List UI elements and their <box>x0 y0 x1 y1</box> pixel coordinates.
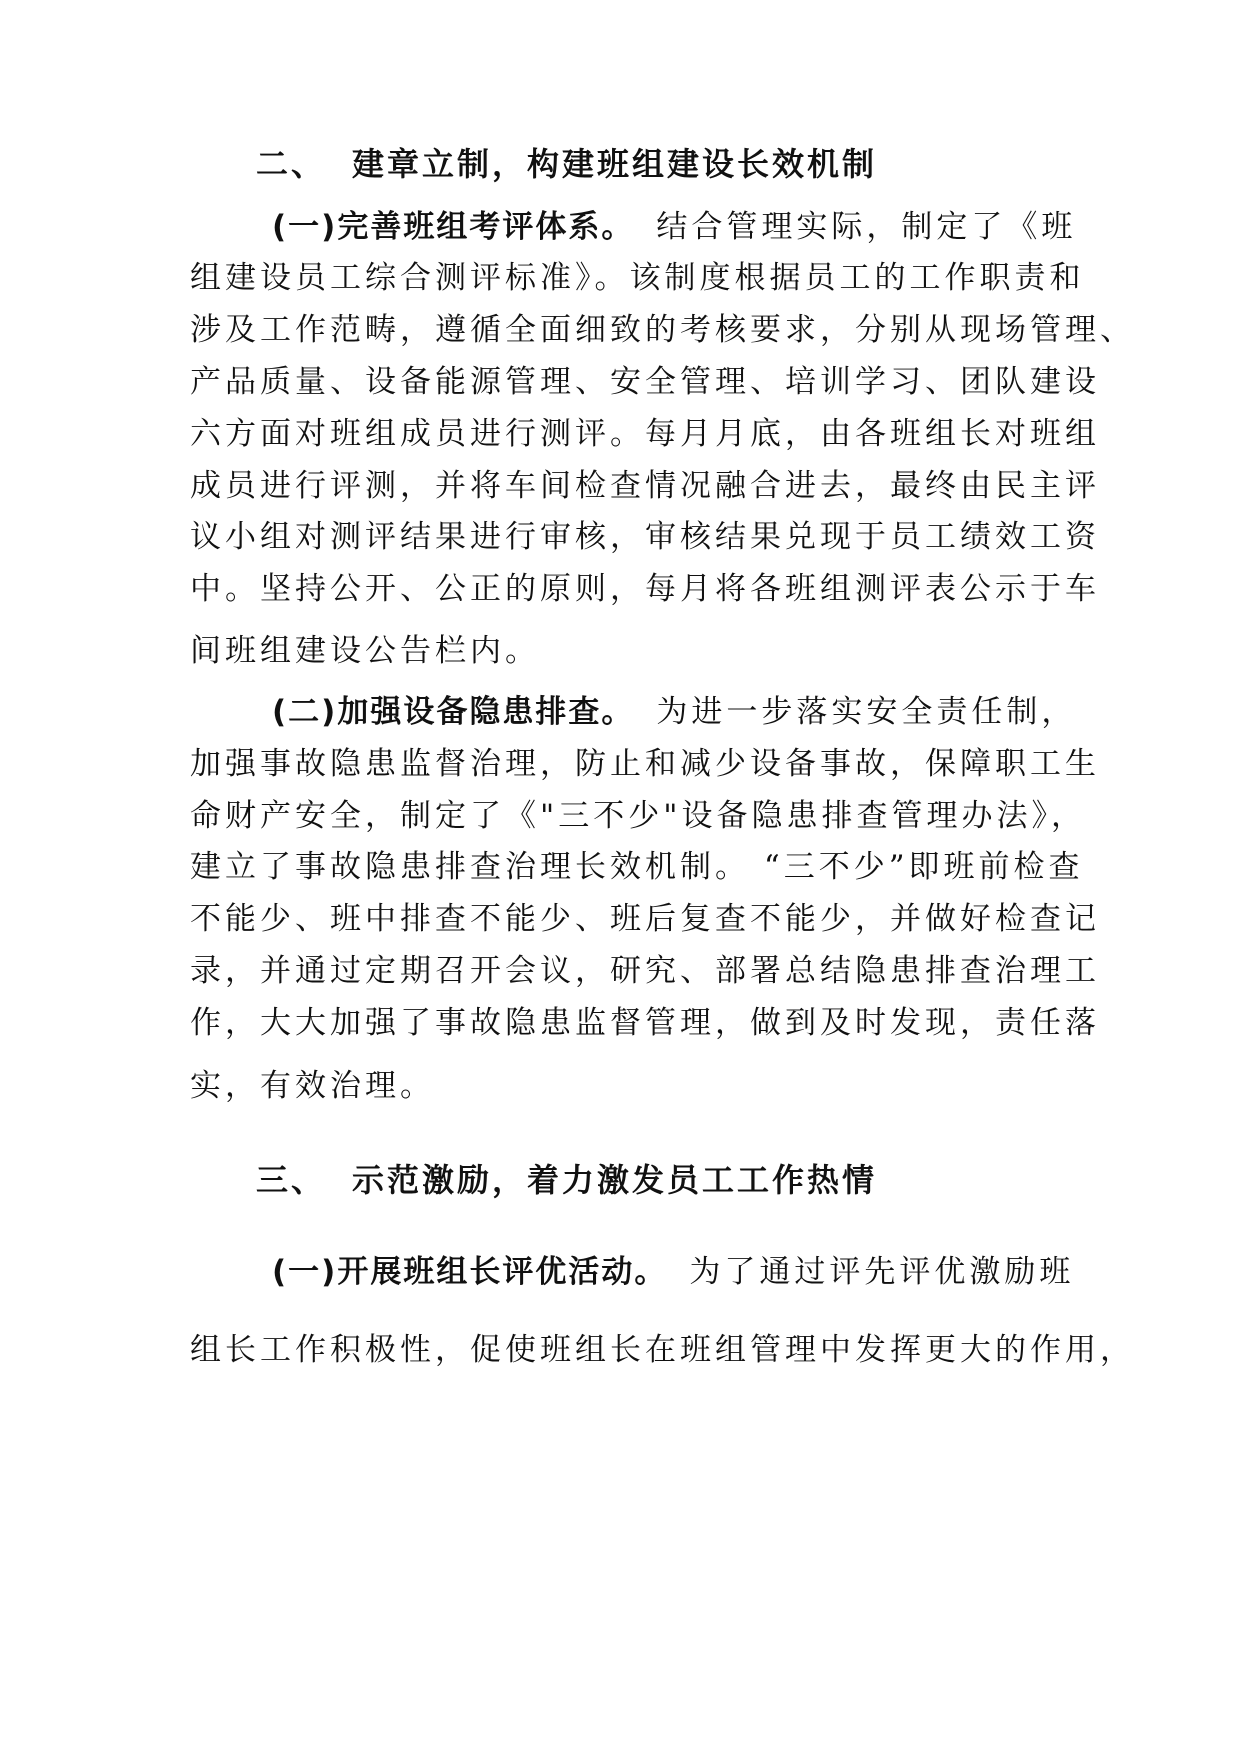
paragraph-line: 中。坚持公开、公正的原则，每月将各班组测评表公示于车 <box>190 571 1100 607</box>
subsection-label: (一)完善班组考评体系。 <box>272 209 635 245</box>
section-heading-3 <box>256 1160 877 1200</box>
paragraph-line: 组长工作积极性，促使班组长在班组管理中发挥更大的作用， <box>190 1332 1135 1368</box>
paragraph-text: 为进一步落实安全责任制， <box>656 694 1077 730</box>
paragraph-line: 命财产安全，制定了《"三不少"设备隐患排查管理办法》， <box>190 798 1087 834</box>
paragraph-line: 作，大大加强了事故隐患监督管理，做到及时发现，责任落 <box>190 1005 1100 1041</box>
paragraph-text: 为了通过评先评优激励班 <box>689 1254 1075 1290</box>
section-number: 二、 <box>256 145 327 183</box>
paragraph-text: 结合管理实际，制定了《班 <box>656 209 1077 245</box>
paragraph-line: 涉及工作范畴，遵循全面细致的考核要求，分别从现场管理、 <box>190 312 1135 348</box>
paragraph-line: 录，并通过定期召开会议，研究、部署总结隐患排查治理工 <box>190 953 1100 989</box>
paragraph-line: 建立了事故隐患排查治理长效机制。 “三不少”即班前检查 <box>190 849 1084 885</box>
paragraph-line: 实，有效治理。 <box>190 1068 435 1104</box>
section-title: 建章立制，构建班组建设长效机制 <box>352 145 878 183</box>
section-number: 三、 <box>256 1161 327 1199</box>
paragraph-line: 间班组建设公告栏内。 <box>190 633 540 669</box>
paragraph-line <box>272 1252 1075 1292</box>
paragraph-line <box>272 692 1077 732</box>
paragraph-line: 议小组对测评结果进行审核，审核结果兑现于员工绩效工资 <box>190 519 1100 555</box>
paragraph-line: 成员进行评测，并将车间检查情况融合进去，最终由民主评 <box>190 468 1100 504</box>
paragraph-line: 不能少、班中排查不能少、班后复查不能少，并做好检查记 <box>190 901 1100 937</box>
section-title: 示范激励，着力激发员工工作热情 <box>352 1161 878 1199</box>
subsection-label: (一)开展班组长评优活动。 <box>272 1254 668 1290</box>
paragraph-line: 组建设员工综合测评标准》。该制度根据员工的工作职责和 <box>190 260 1085 296</box>
paragraph-line: 产品质量、设备能源管理、安全管理、培训学习、团队建设 <box>190 364 1100 400</box>
paragraph-line <box>272 207 1077 247</box>
subsection-label: (二)加强设备隐患排查。 <box>272 694 635 730</box>
section-heading-2 <box>256 144 877 184</box>
paragraph-line: 加强事故隐患监督治理，防止和减少设备事故，保障职工生 <box>190 746 1100 782</box>
paragraph-line: 六方面对班组成员进行测评。每月月底，由各班组长对班组 <box>190 416 1100 452</box>
